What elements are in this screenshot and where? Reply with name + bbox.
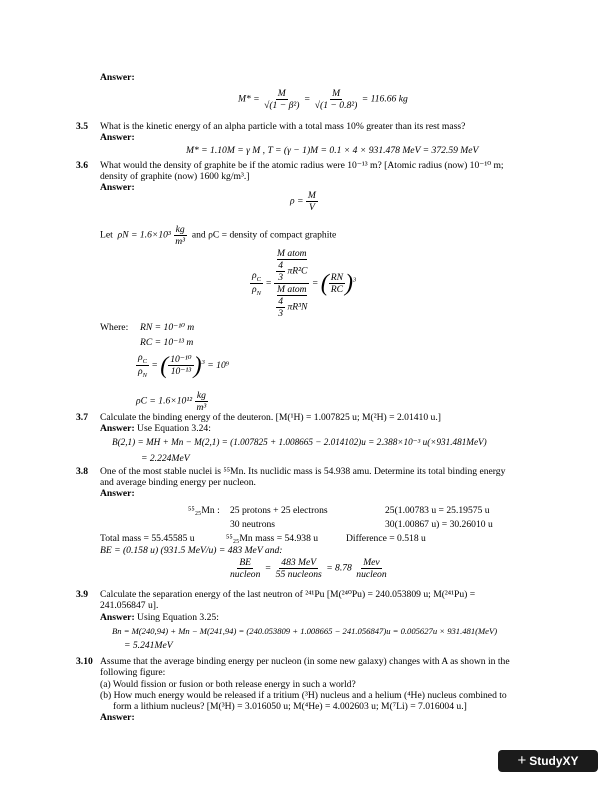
fraction-den: V xyxy=(308,202,315,214)
rc: RC xyxy=(330,284,343,296)
fraction-num: M xyxy=(332,88,341,99)
answer-label: Answer: xyxy=(100,72,135,83)
fraction-kgm3 xyxy=(173,224,187,247)
part-b: (b) How much energy would be released if a tritium (³H) nucleus and a helium (⁴He) nucleus combined to xyxy=(100,690,507,701)
ratio-result: = 10⁹ xyxy=(207,360,230,372)
let-line xyxy=(100,224,336,247)
equation-be-per-nucleon: $\frac{BE}{\text{nucleon}}$ = $\frac{\text{483 MeV}}{\text{55 nucleons}}$ = 8.78 $\frac{\text{Mev}}{\text{nucleon}}$ xyxy=(230,557,387,581)
rhoN-value: ρN = 1.6×10³ xyxy=(117,229,171,241)
matom: M atom xyxy=(277,248,307,259)
question-text: and average binding energy per nucleon. xyxy=(100,477,256,488)
fraction-mev xyxy=(354,557,388,580)
answer-label: Answer: xyxy=(100,182,135,193)
fraction-den: nucleon xyxy=(356,569,387,581)
protons: 25 protons + 25 electrons xyxy=(230,505,328,516)
ratio-num: $\rho_C$ xyxy=(252,269,261,283)
mass-difference: Difference = 0.518 u xyxy=(346,533,426,544)
fraction-num: kg xyxy=(196,390,206,401)
equation-separation-result: = 5.241MeV xyxy=(124,640,173,651)
rc-value: RC = 10⁻¹³ m xyxy=(140,337,194,348)
mstar-lhs: M* = xyxy=(238,93,260,105)
fraction-den: 55 nucleons xyxy=(275,569,322,581)
question-text: following figure: xyxy=(100,667,166,678)
neutrons-mass: 30(1.00867 u) = 30.26010 u xyxy=(385,519,493,530)
question-text: density of graphite (now) 1600 kg/m³.] xyxy=(100,171,250,182)
rhoc-value: ρC = 1.6×10¹² xyxy=(136,395,193,407)
matom: M atom xyxy=(277,284,307,296)
question-text: What is the kinetic energy of an alpha particle with a total mass 10% greater than its rest mass? xyxy=(100,121,466,132)
ratio-r xyxy=(329,272,345,295)
question-text: What would the density of graphite be if the atomic radius were 10⁻¹³ m? [Atomic radius (now) 10⁻¹⁰ m; xyxy=(100,160,504,171)
question-number: 3.10 xyxy=(76,656,93,667)
ratio-big-den xyxy=(274,284,309,319)
fraction-1 xyxy=(262,88,301,111)
rn: RN xyxy=(330,272,343,284)
neutrons: 30 neutrons xyxy=(230,519,276,530)
ratio-big xyxy=(274,248,309,319)
three: 3 xyxy=(278,308,284,320)
answer-label: Answer: xyxy=(100,712,135,723)
question-number: 3.6 xyxy=(76,160,88,171)
question-text: One of the most stable nuclei is ⁵⁵Mn. Its nuclidic mass is 54.938 amu. Determine its total binding energy xyxy=(100,466,506,477)
equation-separation: Bn = M(240,94) + Mn − M(241,94) = (240.053809 + 1.008665 − 241.056847)u = 0.005627u × 931.481(MeV) xyxy=(112,626,498,636)
use-equation: Use Equation 3.24: xyxy=(137,423,211,434)
fraction-num: BE xyxy=(239,557,252,568)
four: 4 xyxy=(278,260,284,272)
rn-value: RN = 10⁻¹⁰ m xyxy=(140,322,195,333)
be-line: BE = (0.158 u) (931.5 MeV/u) = 483 MeV and: xyxy=(100,545,283,556)
rho-lhs: ρ = xyxy=(290,195,304,207)
ratio-den: $\rho_N$ xyxy=(252,284,261,297)
equation-binding-result: = 2.224MeV xyxy=(141,453,190,464)
question-number: 3.8 xyxy=(76,466,88,477)
fraction-num: M xyxy=(307,190,316,201)
fraction-den: m³ xyxy=(196,402,207,414)
ten-10: 10⁻¹⁰ xyxy=(170,354,192,366)
mn-label: ⁵⁵₂₅Mn : xyxy=(188,505,220,516)
fraction-num: Mev xyxy=(363,557,380,568)
fraction-num: kg xyxy=(175,224,185,235)
use-equation: Using Equation 3.25: xyxy=(137,612,219,623)
ratio-rho: $\frac{\rho_C}{\rho_N}$ xyxy=(138,352,147,380)
question-text: Calculate the separation energy of the last neutron of ²⁴¹Pu [M(²⁴⁰Pu) = 240.053809 u; M(²⁴¹Pu) = xyxy=(100,589,476,600)
ratio-big-num xyxy=(274,248,309,284)
pi-rn: πR³N xyxy=(287,301,308,313)
exponent: 3 xyxy=(352,276,357,284)
equation-ratio: $\frac{\rho_C}{\rho_N}$ = M atom $\frac{4}{3}$ πR²C M atom $\frac{4}{3}$ πR³N = ( $\frac{RN}{RC}$ )$^3$ xyxy=(252,248,357,320)
question-text: Calculate the binding energy of the deuteron. [M(¹H) = 1.007825 u; M(²H) = 2.01410 u.] xyxy=(100,412,441,423)
equation-binding: B(2,1) = MH + Mn − M(2,1) = (1.007825 + 1.008665 − 2.014102)u = 2.388×10⁻³ u(×931.481MeV) xyxy=(112,437,487,447)
fraction-den: nucleon xyxy=(230,569,261,581)
fraction-kgm3 xyxy=(195,390,209,413)
logo-text: StudyXY xyxy=(529,753,579,768)
be-result: = 8.78 xyxy=(326,562,352,574)
four: 4 xyxy=(278,296,284,308)
fraction-be xyxy=(228,557,262,580)
fraction-MV xyxy=(306,190,318,213)
protons-mass: 25(1.00783 u = 25.19575 u xyxy=(385,505,490,516)
fraction-num: M xyxy=(277,88,286,99)
mn-mass: ⁵⁵₂₅Mn mass = 54.938 u xyxy=(226,533,319,544)
equation-kinetic: M* = 1.10M = γ M , T = (γ − 1)M = 0.1 × 4 × 931.478 MeV = 372.59 MeV xyxy=(186,145,479,156)
answer-line xyxy=(100,612,219,624)
equation-mstar: M* = $\frac{M}{\text{√(1 − β²)}}$ = $\frac{M}{\text{√(1 − 0.8²)}}$ = 116.66 kg xyxy=(238,88,408,112)
fraction-den: m³ xyxy=(175,236,186,248)
exponent: 3 xyxy=(201,358,205,366)
ratio-10 xyxy=(168,354,193,377)
fraction-num: 483 MeV xyxy=(281,557,317,568)
answer-line xyxy=(100,423,211,435)
equation-density xyxy=(290,190,318,213)
answer-label: Answer: xyxy=(100,132,135,143)
pi-rc: πR²C xyxy=(287,265,308,277)
fraction-483 xyxy=(274,557,324,580)
question-number: 3.9 xyxy=(76,589,88,600)
part-b-cont: form a lithium nucleus? [M(³H) = 3.016050 u; M(⁴He) = 4.002603 u; M(⁷Li) = 7.016004 u.] xyxy=(113,701,467,712)
ratio-rho xyxy=(250,270,263,298)
part-a: (a) Would fission or fusion or both release energy in such a world? xyxy=(100,679,356,690)
question-text: 241.056847 u]. xyxy=(100,600,159,611)
equation-rhoc xyxy=(136,390,208,413)
fraction-den: √(1 − 0.8²) xyxy=(314,100,358,112)
answer-label: Answer: xyxy=(100,423,135,434)
ten-13: 10⁻¹³ xyxy=(170,366,192,378)
fraction-den: √(1 − β²) xyxy=(264,100,300,112)
and-text: and ρC = density of compact graphite xyxy=(191,229,337,241)
mstar-result: = 116.66 kg xyxy=(361,93,408,105)
question-number: 3.5 xyxy=(76,121,88,132)
answer-label: Answer: xyxy=(100,612,135,623)
where-label: Where: xyxy=(100,322,129,333)
three: 3 xyxy=(278,272,284,284)
plus-icon: + xyxy=(517,751,527,769)
question-number: 3.7 xyxy=(76,412,88,423)
fraction-2 xyxy=(313,88,360,111)
answer-label: Answer: xyxy=(100,488,135,499)
total-mass: Total mass = 55.45585 u xyxy=(100,533,195,544)
let-word: Let xyxy=(100,229,113,241)
question-text: Assume that the average binding energy per nucleon (in some new galaxy) changes with A as shown in the xyxy=(100,656,510,667)
equation-ratio-result: $\frac{\rho_C}{\rho_N}$ = ( $\frac{\text{10⁻¹⁰}}{\text{10⁻¹³}}$ )$^3$ = 10⁹ xyxy=(138,352,230,380)
studyxy-logo xyxy=(498,750,598,772)
